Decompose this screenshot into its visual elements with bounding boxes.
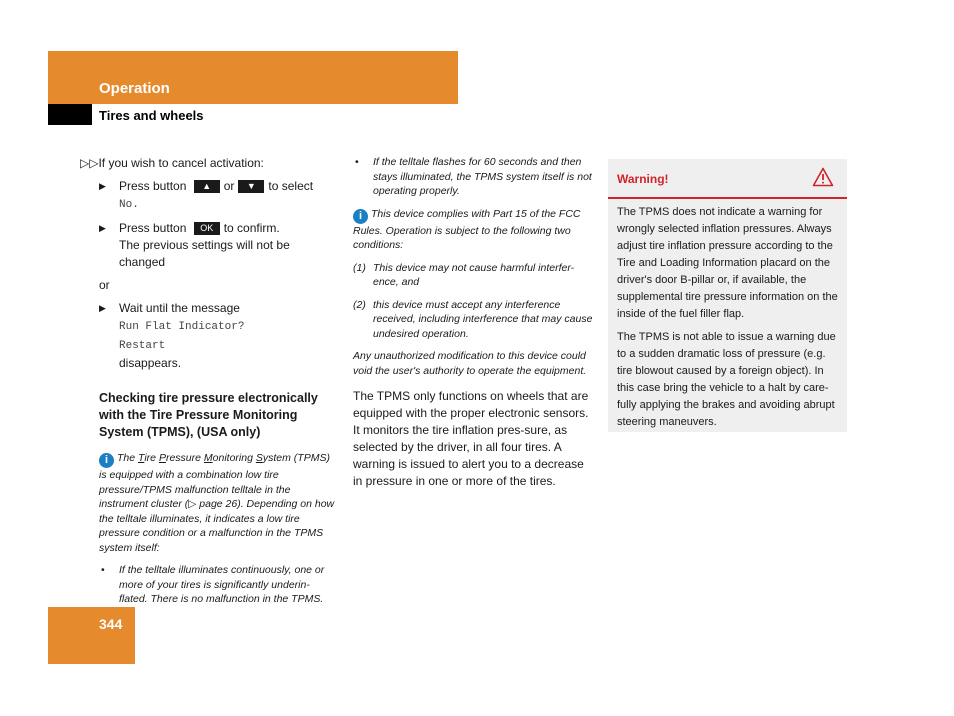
warning-header: [608, 159, 847, 199]
tpms-heading: Checking tire pressure electronically with the Tire Pressure Monitoring System (TPMS), (USA only): [99, 391, 318, 439]
step-arrow-icon: ▶: [99, 181, 106, 191]
warning-box: [608, 159, 847, 432]
ok-key-icon: OK: [194, 222, 220, 235]
bullet-dot-icon: •: [355, 156, 359, 168]
step-arrow-icon: ▶: [99, 223, 106, 233]
info-icon: i: [353, 209, 368, 224]
fcc-condition-1: (1) This device may not cause harmful interfer-ence, and: [353, 261, 575, 288]
fcc-condition-2: (2) this device must accept any interference received, including interference that may cause undesired operation.: [353, 298, 593, 340]
warning-paragraph-2: The TPMS is not able to issue a warning due to a sudden dramatic loss of pressure (e.g. tire blowout caused by a foreign object). In this case bring the vehicle to a halt by care-fully applying the brakes and avoiding abrupt steering maneuvers.: [617, 331, 836, 428]
warning-body: [608, 199, 847, 431]
display-message-line1: Run Flat Indicator?: [119, 321, 245, 333]
step-select-no: ▶ Press button ▲ or ▼ to select No.: [99, 179, 314, 211]
left-column: [80, 155, 338, 615]
bullet-flashing: • If the telltale flashes for 60 seconds and then stays illuminated, the TPMS system itself is not operating properly.: [355, 156, 592, 197]
tpms-info-note: i The Tire Pressure Monitoring System (TPMS) is equipped with a combination low tire pressure/TPMS malfunction telltale in the instrument cluster (▷ page 26). Depending on how the telltale illuminates, it indicates a low tire pressure condition or a malfunction in the TPMS system itself:: [99, 452, 335, 554]
tpms-body-text: The TPMS only functions on wheels that are equipped with the proper electronic sensors. It monitors the tire inflation pres-sure, as selected by the driver, in all four tires. A warning is issued to alert you to a decrease in pressure in one or more of the tires.: [353, 389, 589, 488]
subsection-title: Tires and wheels: [99, 108, 204, 123]
step-wait-message: ▶ Wait until the message Run Flat Indicator? Restart disappears.: [99, 301, 245, 370]
display-message-line2: Restart: [119, 340, 166, 352]
info-icon: i: [99, 453, 114, 468]
step-confirm: ▶ Press button OK to confirm. The previous settings will not be changed: [99, 221, 290, 269]
arrow-down-key-icon: ▼: [238, 180, 264, 193]
cancel-intro: ▷▷If you wish to cancel activation:: [80, 156, 264, 170]
warning-label: Warning!: [617, 172, 669, 186]
bullet-dot-icon: •: [101, 564, 105, 576]
right-column: [353, 155, 593, 490]
section-title: Operation: [99, 80, 170, 97]
bullet-continuous: • If the telltale illuminates continuously, one or more of your tires is significantly underin-flated. There is no malfunction in the TPMS.: [101, 564, 325, 605]
warning-paragraph-1: The TPMS does not indicate a warning for wrongly selected inflation pressures. Always adjust tire inflation pressure according to the Tire and Loading Information placard on the driver's door B-pillar or, if available, the supplemental tire pressure information on the inside of the fuel filler flap.: [617, 206, 838, 320]
fcc-info-note: i This device complies with Part 15 of the FCC Rules. Operation is subject to the following two conditions:: [353, 207, 581, 251]
modification-note: Any unauthorized modification to this device could void the user's authority to operate the equipment.: [353, 350, 587, 377]
step-arrow-icon: ▶: [99, 303, 106, 313]
page-number: 344: [99, 616, 123, 632]
warning-triangle-icon: [812, 167, 834, 187]
or-text: or: [99, 278, 110, 292]
display-value-no: No.: [119, 199, 139, 211]
subsection-marker: [48, 104, 92, 125]
arrow-up-key-icon: ▲: [194, 180, 220, 193]
